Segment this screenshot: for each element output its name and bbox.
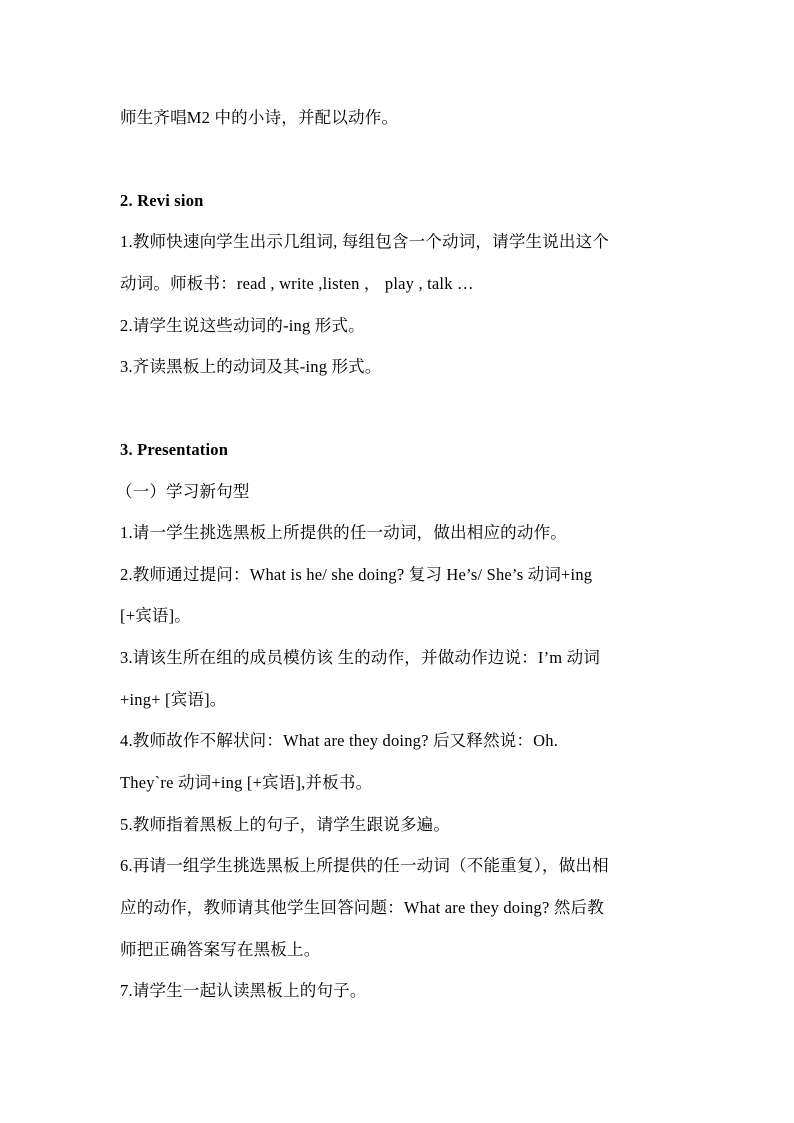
presentation-line-7: They`re 动词+ing [+宾语],并板书。 — [120, 773, 373, 792]
intro-line: 师生齐唱M2 中的小诗，并配以动作。 — [120, 108, 399, 127]
presentation-line-2: 2.教师通过提问：What is he/ she doing? 复习 He’s/ She’s 动词+ing — [120, 565, 593, 584]
presentation-line-11: 师把正确答案写在黑板上。 — [120, 940, 321, 959]
presentation-line-10: 应的动作，教师请其他学生回答问题：What are they doing? 然后教 — [120, 898, 604, 917]
revision-line-2: 动词。师板书：read , write ,listen ， play , talk … — [120, 274, 474, 293]
presentation-heading: 3. Presentation — [120, 440, 229, 459]
presentation-line-9: 6.再请一组学生挑选黑板上所提供的任一动词（不能重复），做出相 — [120, 856, 609, 875]
revision-heading: 2. Revi sion — [120, 191, 204, 210]
presentation-line-3: [+宾语]。 — [120, 606, 191, 625]
presentation-line-5: +ing+ [宾语]。 — [120, 690, 227, 709]
presentation-line-4: 3.请该生所在组的成员模仿该 生的动作，并做动作边说：I’m 动词 — [120, 648, 601, 667]
revision-line-4: 3.齐读黑板上的动词及其-ing 形式。 — [120, 357, 382, 376]
revision-line-1: 1.教师快速向学生出示几组词, 每组包含一个动词，请学生说出这个 — [120, 232, 610, 251]
presentation-line-8: 5.教师指着黑板上的句子，请学生跟说多遍。 — [120, 815, 451, 834]
presentation-line-6: 4.教师故作不解状问：What are they doing? 后又释然说：Oh. — [120, 731, 559, 750]
presentation-line-1: 1.请一学生挑选黑板上所提供的任一动词，做出相应的动作。 — [120, 523, 567, 542]
revision-line-3: 2.请学生说这些动词的-ing 形式。 — [120, 316, 365, 335]
presentation-line-12: 7.请学生一起认读黑板上的句子。 — [120, 981, 367, 1000]
presentation-subheading: （一）学习新句型 — [116, 482, 250, 501]
